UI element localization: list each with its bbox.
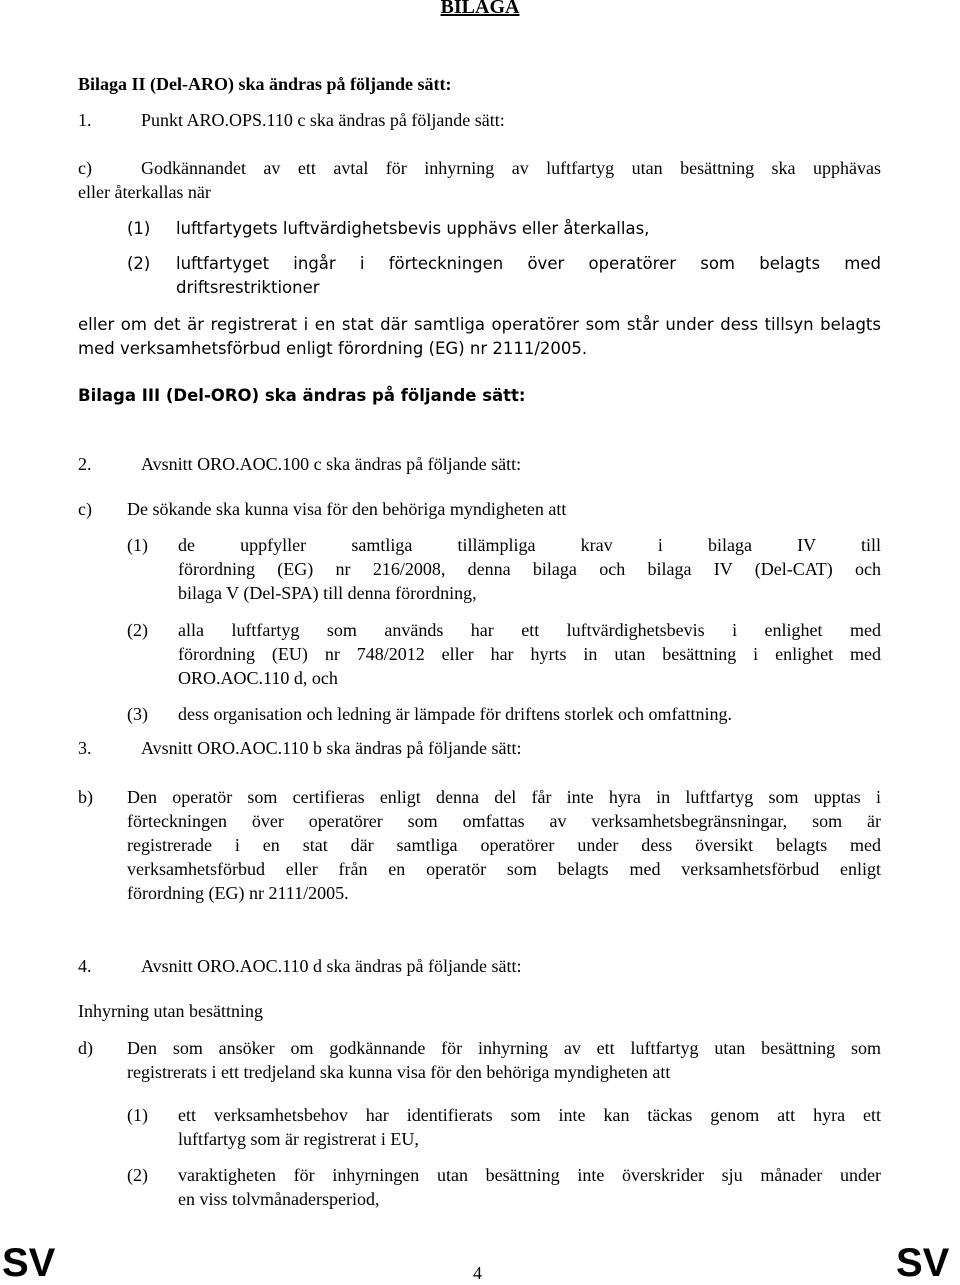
annex-iii-heading: Bilaga III (Del-ORO) ska ändras på följande sätt: — [78, 386, 526, 405]
sub-text: driftsrestriktioner — [176, 278, 320, 297]
item-number: 2. — [78, 454, 92, 474]
subheading: Inhyrning utan besättning — [78, 1001, 263, 1021]
clause-text: eller återkallas när — [78, 182, 211, 202]
sub-number: (2) — [127, 254, 151, 273]
sub-text: dess organisation och ledning är lämpade för driftens storlek och omfattning. — [178, 704, 733, 724]
sub-number: (1) — [127, 1105, 148, 1125]
page-title: BILAGA — [440, 0, 520, 18]
item-text: Avsnitt ORO.AOC.100 c ska ändras på följande sätt: — [141, 454, 522, 474]
annex-ii-heading: Bilaga II (Del-ARO) ska ändras på följande sätt: — [78, 74, 452, 94]
sub-text: de uppfyller samtliga tillämpliga krav i bilaga IV till — [178, 535, 881, 555]
item-text: Punkt ARO.OPS.110 c ska ändras på följande sätt: — [141, 110, 505, 130]
item-number: 3. — [78, 738, 92, 758]
sub-text: ett verksamhetsbehov har identifierats som inte kan täckas genom att hyra ett — [178, 1105, 881, 1125]
clause-label: c) — [78, 499, 92, 519]
sub-text: förordning (EU) nr 748/2012 eller har hyrts in utan besättning i enlighet med — [178, 644, 881, 664]
footer-language-right: SV — [896, 1241, 950, 1285]
clause-text: Den operatör som certifieras enligt denna del får inte hyra in luftfartyg som upptas i — [127, 787, 881, 807]
clause-text: Godkännandet av ett avtal för inhyrning av luftfartyg utan besättning ska upphävas — [141, 158, 881, 178]
sub-text: bilaga V (Del-SPA) till denna förordning, — [178, 583, 477, 603]
clause-text: verksamhetsförbud eller från en operatör som belagts med verksamhetsförbud enligt — [127, 859, 881, 879]
sub-text: varaktigheten för inhyrningen utan besättning inte överskrider sju månader under — [178, 1165, 881, 1185]
sub-number: (2) — [127, 1165, 148, 1185]
footer-language-left: SV — [2, 1241, 56, 1285]
closing-text: med verksamhetsförbud enligt förordning (EG) nr 2111/2005. — [78, 339, 588, 358]
sub-number: (3) — [127, 704, 148, 724]
sub-text: alla luftfartyg som används har ett luftvärdighetsbevis i enlighet med — [178, 620, 881, 640]
item-text: Avsnitt ORO.AOC.110 d ska ändras på följande sätt: — [141, 956, 522, 976]
clause-label: d) — [78, 1038, 93, 1058]
clause-text: registrerats i ett tredjeland ska kunna visa för den behöriga myndigheten att — [127, 1062, 671, 1082]
page-number: 4 — [473, 1263, 482, 1283]
clause-text: De sökande ska kunna visa för den behöriga myndigheten att — [127, 499, 567, 519]
closing-text: eller om det är registrerat i en stat där samtliga operatörer som står under dess tillsyn belagts — [78, 315, 881, 334]
clause-label: c) — [78, 158, 92, 178]
clause-text: förordning (EG) nr 2111/2005. — [127, 883, 349, 903]
sub-number: (1) — [127, 219, 151, 238]
sub-text: en viss tolvmånadersperiod, — [178, 1189, 380, 1209]
sub-text: luftfartyg som är registrerat i EU, — [178, 1129, 419, 1149]
item-number: 4. — [78, 956, 92, 976]
sub-text: luftfartygets luftvärdighetsbevis upphävs eller återkallas, — [176, 219, 650, 238]
clause-text: Den som ansöker om godkännande för inhyrning av ett luftfartyg utan besättning som — [127, 1038, 881, 1058]
clause-text: förteckningen över operatörer som omfattas av verksamhetsbegränsningar, som är — [127, 811, 881, 831]
item-text: Avsnitt ORO.AOC.110 b ska ändras på följande sätt: — [141, 738, 522, 758]
sub-text: ORO.AOC.110 d, och — [178, 668, 338, 688]
sub-text: luftfartyget ingår i förteckningen över operatörer som belagts med — [176, 254, 881, 273]
sub-text: förordning (EG) nr 216/2008, denna bilaga och bilaga IV (Del-CAT) och — [178, 559, 881, 579]
clause-label: b) — [78, 787, 93, 807]
clause-text: registrerade i en stat där samtliga operatörer under dess översikt belagts med — [127, 835, 881, 855]
item-number: 1. — [78, 110, 92, 130]
sub-number: (2) — [127, 620, 148, 640]
sub-number: (1) — [127, 535, 148, 555]
